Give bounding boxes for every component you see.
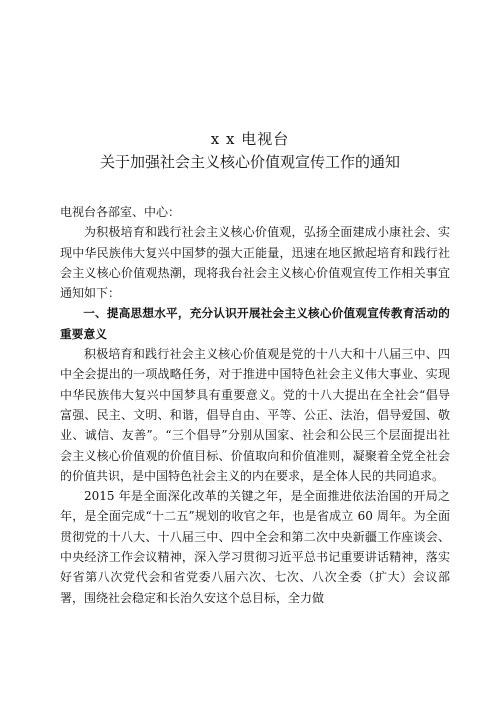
- salutation: 电视台各部室、中心：: [60, 205, 181, 219]
- document-title: 关于加强社会主义核心价值观宣传工作的通知: [99, 153, 400, 171]
- section-heading-1: 一、提高思想水平，充分认识开展社会主义核心价值观宣传教育活动的重要意义: [60, 306, 450, 341]
- intro-paragraph: 为积极培育和践行社会主义核心价值观，弘扬全面建成小康社会、实现中华民族伟大复兴中国梦的强大正能量，迅速在地区掀起培育和践行社会主义核心价值观热潮，现将我台社会主义核心价值观宣传工作相关事宜通知如下：: [60, 225, 450, 301]
- section-1-paragraph-1: 积极培育和践行社会主义核心价值观是党的十八大和十八届三中、四中全会提出的一项战略任务，对于推进中国特色社会主义伟大事业、实现中华民族伟大复兴中国梦具有重要意义。党的十八大提出在全社会“倡导富强、民主、文明、和谐，倡导自由、平等、公正、法治，倡导爱国、敬业、诚信、友善”。“三个倡导”分别从国家、社会和公民三个层面提出社会主义核心价值观的价值目标、价值取向和价值准则，凝聚着全党全社会的价值共识，是中国特色社会主义的内在要求，是全体人民的共同追求。: [60, 347, 450, 483]
- document-org-title: x x 电视台: [210, 130, 290, 148]
- section-1-paragraph-2: 2015 年是全面深化改革的关键之年，是全面推进依法治国的开局之年，是全面完成“十二五”规划的收官之年，也是省成立 60 周年。为全面贯彻党的十八大、十八届三中、四中全会和第二次中央新疆工作座谈会、中央经济工作会议精神，深入学习贯彻习近平总书记重要讲话精神，落实好省第八次党代会和省党委八届六次、七次、八次全委（扩大）会议部署，围绕社会稳定和长治久安这个总目标，全力做: [60, 489, 450, 605]
- document-body: [60, 202, 450, 608]
